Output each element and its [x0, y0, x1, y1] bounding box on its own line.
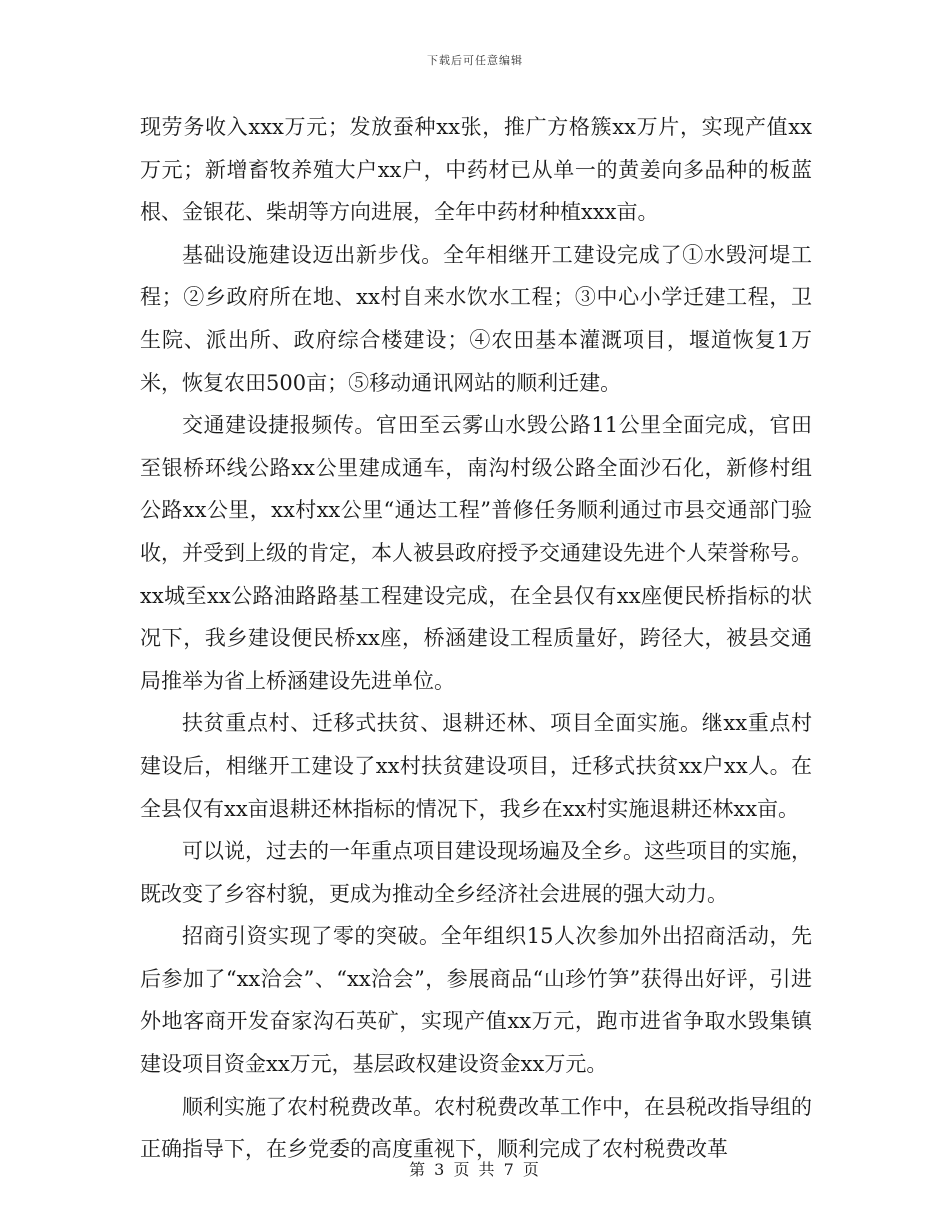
- paragraph-investment: 招商引资实现了零的突破。全年组织15人次参加外出招商活动，先后参加了“xx洽会”、“xx洽会”，参展商品“山珍竹笋”获得出好评，引进外地客商开发奋家沟石英矿，实现产值xx万元，跑市进省争取水毁集镇建设项目资金xx万元，基层政权建设资金xx万元。: [140, 924, 812, 1077]
- paragraph-summary: 可以说，过去的一年重点项目建设现场遍及全乡。这些项目的实施，既改变了乡容村貌，更成为推动全乡经济社会进展的强大动力。: [140, 839, 812, 906]
- page-header: 下载后可任意编辑: [427, 54, 523, 67]
- paragraph-tax-reform: 顺利实施了农村税费改革。农村税费改革工作中，在县税改指导组的正确指导下，在乡党委的高度重视下，顺利完成了农村税费改革: [140, 1094, 812, 1162]
- paragraph-infrastructure: 基础设施建设迈出新步伐。全年相继开工建设完成了①水毁河堤工程；②乡政府所在地、xx村自来水饮水工程；③中心小学迁建工程，卫生院、派出所、政府综合楼建设；④农田基本灌溉项目，堰道恢复1万米，恢复农田500亩；⑤移动通讯网站的顺利迁建。: [140, 242, 812, 395]
- paragraph-continued: 现劳务收入xxx万元；发放蚕种xx张，推广方格簇xx万片，实现产值xx万元；新增畜牧养殖大户xx户，中药材已从单一的黄姜向多品种的板蓝根、金银花、柴胡等方向进展，全年中药材种植xxx亩。: [140, 115, 812, 225]
- page-number: 第 3 页 共 7 页: [409, 1160, 541, 1179]
- paragraph-transport: 交通建设捷报频传。官田至云雾山水毁公路11公里全面完成，官田至银桥环线公路xx公里建成通车，南沟村级公路全面沙石化，新修村组公路xx公里，xx村xx公里“通达工程”普修任务顺利通过市县交通部门验收，并受到上级的肯定，本人被县政府授予交通建设先进个人荣誉称号。xx城至xx公路油路路基工程建设完成，在全县仅有xx座便民桥指标的状况下，我乡建设便民桥xx座，桥涵建设工程质量好，跨径大，被县交通局推举为省上桥涵建设先进单位。: [140, 413, 812, 693]
- document-body: [140, 106, 812, 1171]
- paragraph-poverty-relief: 扶贫重点村、迁移式扶贫、退耕还林、项目全面实施。继xx重点村建设后，相继开工建设了xx村扶贫建设项目，迁移式扶贫xx户xx人。在全县仅有xx亩退耕还林指标的情况下，我乡在xx村实施退耕还林xx亩。: [140, 711, 812, 821]
